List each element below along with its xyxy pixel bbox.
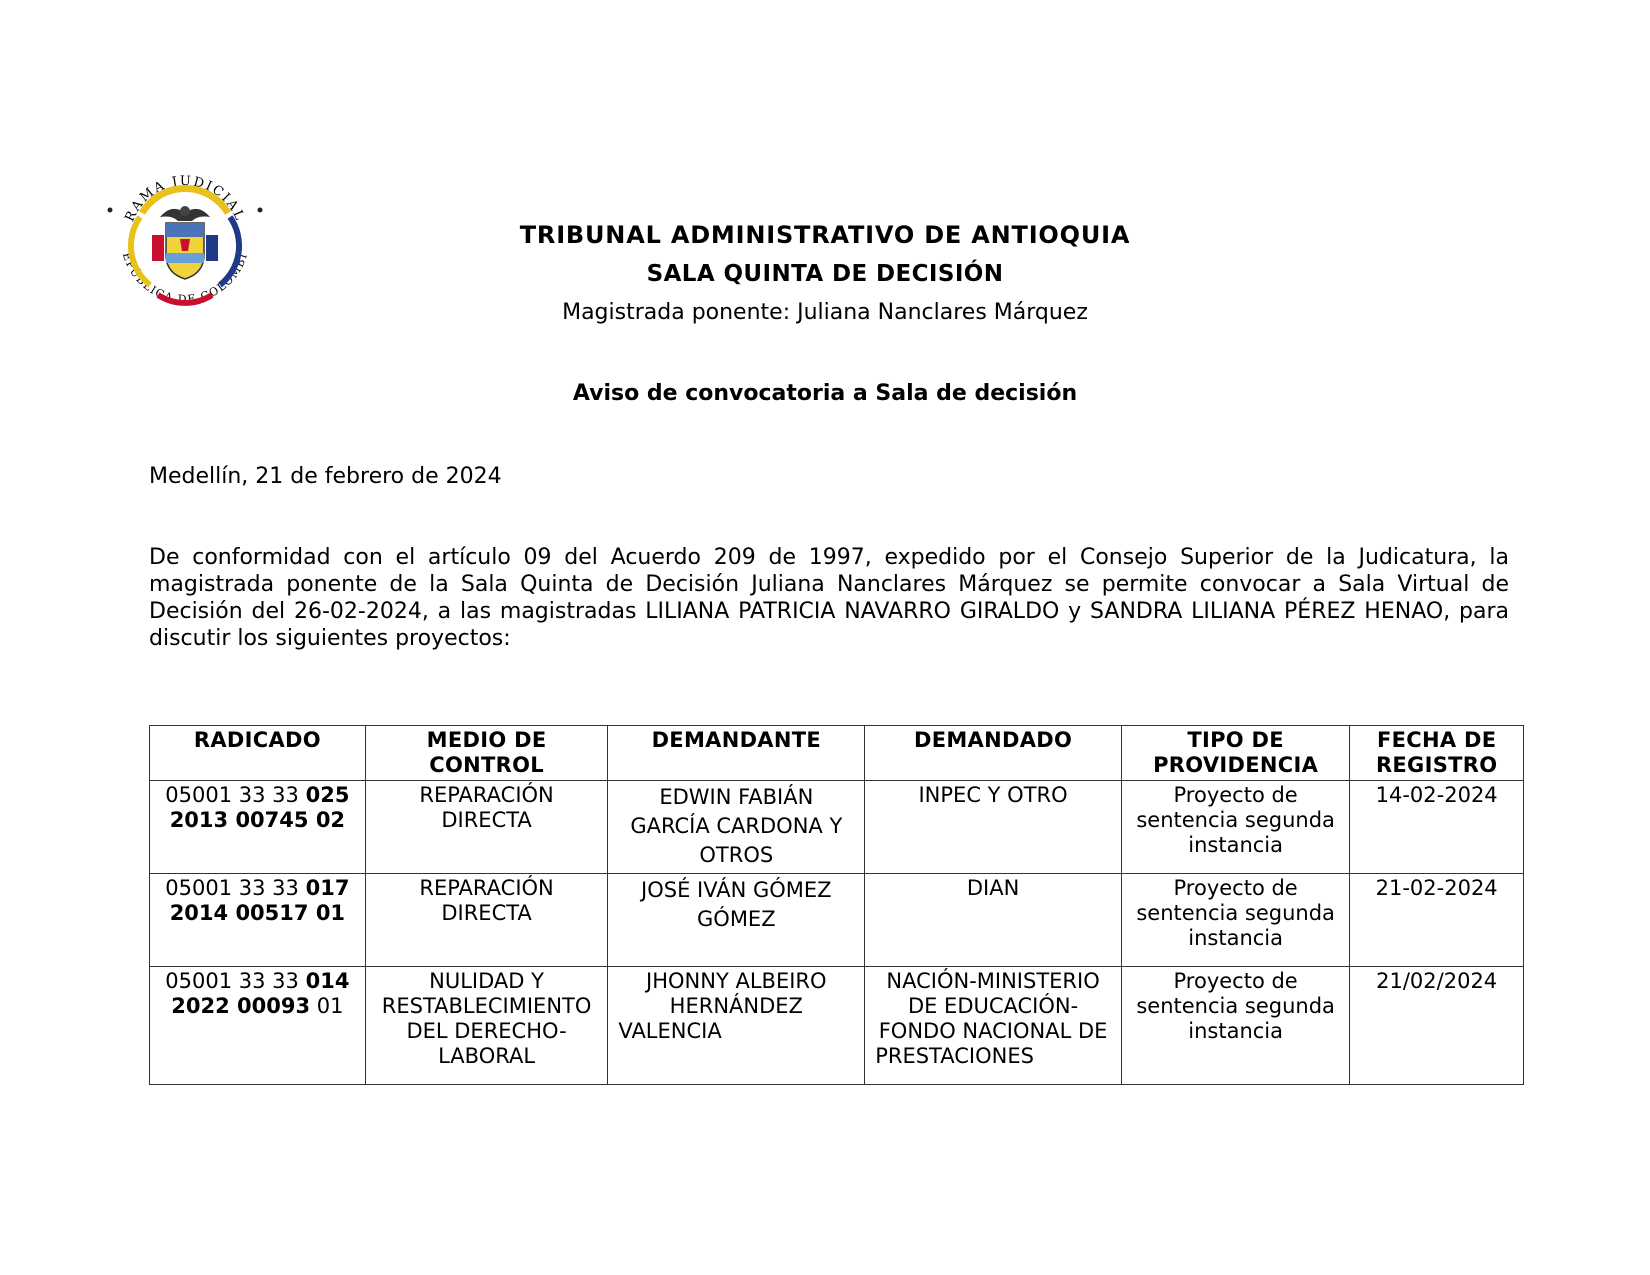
cell-radicado <box>150 967 366 1085</box>
body-paragraph: De conformidad con el artículo 09 del Acuerdo 209 de 1997, expedido por el Consejo Superior de la Judicatura, la magistrada ponente de la Sala Quinta de Decisión Juliana Nanclares Márquez se permite convocar a Sala Virtual de Decisión del 26-02-2024, a las magistradas LILIANA PATRICIA NAVARRO GIRALDO y SANDRA LILIANA PÉREZ HENAO, para discutir los siguientes proyectos: <box>149 545 1509 651</box>
table-row <box>150 781 1524 874</box>
table-header-row <box>150 726 1524 781</box>
radicado-number: 2014 00517 01 <box>169 901 346 925</box>
cell-radicado <box>150 874 366 967</box>
table-row <box>150 874 1524 967</box>
radicado-prefix: 05001 33 33 <box>165 969 299 993</box>
svg-text:REPÚBLICA DE COLOMBIA: EPÚBLICA DE COLOMBI <box>119 250 251 306</box>
radicado-number: 2022 00093 <box>171 994 311 1018</box>
svg-text:RAMA JUDICIAL: RAMA JUDICIAL <box>122 173 248 225</box>
cell-fecha: 14-02-2024 <box>1350 781 1524 874</box>
cell-demandante: EDWIN FABIÁN GARCÍA CARDONA Y OTROS <box>608 781 865 874</box>
cell-radicado <box>150 781 366 874</box>
cell-demandado: NACIÓN-MINISTERIO DE EDUCACIÓN-FONDO NACIONAL DE PRESTACIONES <box>865 967 1122 1085</box>
cell-fecha: 21-02-2024 <box>1350 874 1524 967</box>
header-radicado: RADICADO <box>150 726 366 781</box>
chamber-heading: SALA QUINTA DE DECISIÓN <box>646 261 1004 287</box>
document-date: Medellín, 21 de febrero de 2024 <box>149 464 502 489</box>
cell-tipo: Proyecto de sentencia segunda instancia <box>1121 874 1349 967</box>
cell-medio: REPARACIÓN DIRECTA <box>365 781 608 874</box>
cell-demandado: INPEC Y OTRO <box>865 781 1122 874</box>
notice-title: Aviso de convocatoria a Sala de decisión <box>572 381 1078 406</box>
cell-demandante: JOSÉ IVÁN GÓMEZ GÓMEZ <box>608 874 865 967</box>
radicado-prefix: 05001 33 33 <box>165 876 299 900</box>
table-row <box>150 967 1524 1085</box>
radicado-court: 014 <box>305 969 350 993</box>
cell-demandado: DIAN <box>865 874 1122 967</box>
cell-medio: NULIDAD Y RESTABLECIMIENTO DEL DERECHO-LABORAL <box>365 967 608 1085</box>
magistrate-line: Magistrada ponente: Juliana Nanclares Márquez <box>562 300 1088 325</box>
projects-table <box>149 725 1524 1085</box>
radicado-prefix: 05001 33 33 <box>165 783 299 807</box>
header-demandado: DEMANDADO <box>865 726 1122 781</box>
header-fecha-de-registro: FECHA DE REGISTRO <box>1350 726 1524 781</box>
cell-demandante: JHONNY ALBEIRO HERNÁNDEZ VALENCIA <box>608 967 865 1085</box>
header-demandante: DEMANDANTE <box>608 726 865 781</box>
court-name-heading: TRIBUNAL ADMINISTRATIVO DE ANTIOQUIA <box>519 221 1131 249</box>
cell-tipo: Proyecto de sentencia segunda instancia <box>1121 781 1349 874</box>
cell-fecha: 21/02/2024 <box>1350 967 1524 1085</box>
cell-medio: REPARACIÓN DIRECTA <box>365 874 608 967</box>
radicado-court: 025 <box>305 783 350 807</box>
header-tipo-de-providencia: TIPO DE PROVIDENCIA <box>1121 726 1349 781</box>
radicado-court: 017 <box>305 876 350 900</box>
header-medio-de-control: MEDIO DE CONTROL <box>365 726 608 781</box>
cell-tipo: Proyecto de sentencia segunda instancia <box>1121 967 1349 1085</box>
radicado-suffix: 01 <box>316 994 344 1018</box>
radicado-number: 2013 00745 02 <box>169 808 346 832</box>
